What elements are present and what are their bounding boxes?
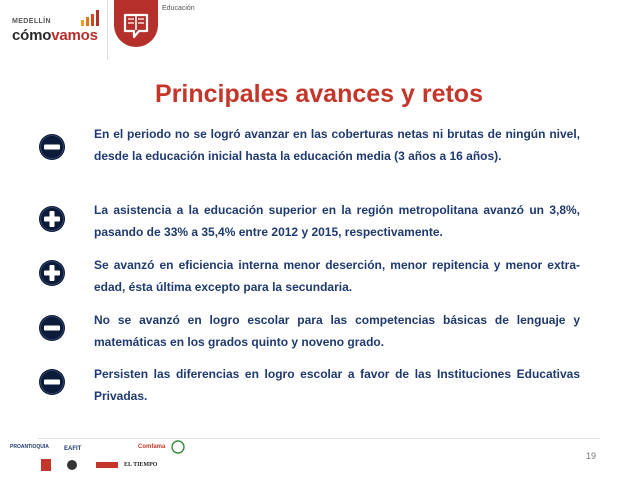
- sponsor-emblem-icon: [66, 458, 78, 472]
- minus-circle-icon: [38, 314, 66, 342]
- plus-circle-icon: [38, 259, 66, 287]
- header-divider: [107, 0, 108, 60]
- minus-circle-icon: [38, 368, 66, 396]
- sponsor-emblem-icon: [40, 458, 52, 472]
- footer-divider: [38, 438, 600, 439]
- sponsor-logos: [10, 440, 220, 478]
- sponsor-logo: Comfama: [138, 444, 166, 450]
- logo-brand-part1: cómo: [12, 27, 52, 44]
- slide-title: Principales avances y retos: [155, 80, 483, 108]
- minus-circle-icon: [38, 133, 66, 161]
- item-text: Persisten las diferencias en logro escolar a favor de las Instituciones Educativas Privadas.: [94, 367, 580, 403]
- sponsor-logo: EAFIT: [64, 446, 82, 452]
- medellin-como-vamos-logo: [12, 6, 104, 60]
- plus-circle-icon: [38, 205, 66, 233]
- item-text: En el periodo no se logró avanzar en las coberturas netas ni brutas de ningún nivel, desde la educación inicial hasta la educación media (3 años a 16 años).: [94, 127, 580, 163]
- book-speech-icon: [114, 0, 158, 47]
- sponsor-logo: PROANTIOQUIA: [10, 444, 49, 450]
- sponsor-logo: EL TIEMPO: [124, 462, 158, 468]
- item-text: Se avanzó en eficiencia interna menor deserción, menor repitencia y menor extra-edad, ésta última excepto para la secundaria.: [94, 258, 580, 294]
- page-number: 19: [586, 451, 597, 461]
- section-label: Educación: [162, 5, 195, 12]
- bar-chart-icon: [80, 10, 102, 26]
- logo-brand: [12, 27, 98, 44]
- logo-city-label: MEDELLÍN: [12, 18, 51, 25]
- item-text: No se avanzó en logro escolar para las competencias básicas de lenguaje y matemáticas en los grados quinto y noveno grado.: [94, 313, 580, 349]
- sponsor-emblem-icon: [96, 460, 118, 470]
- item-text: La asistencia a la educación superior en la región metropolitana avanzó un 3,8%, pasando de 33% a 35,4% entre 2012 y 2015, respectivamente.: [94, 203, 580, 239]
- sponsor-emblem-icon: [170, 440, 186, 454]
- logo-brand-part2: vamos: [51, 27, 98, 44]
